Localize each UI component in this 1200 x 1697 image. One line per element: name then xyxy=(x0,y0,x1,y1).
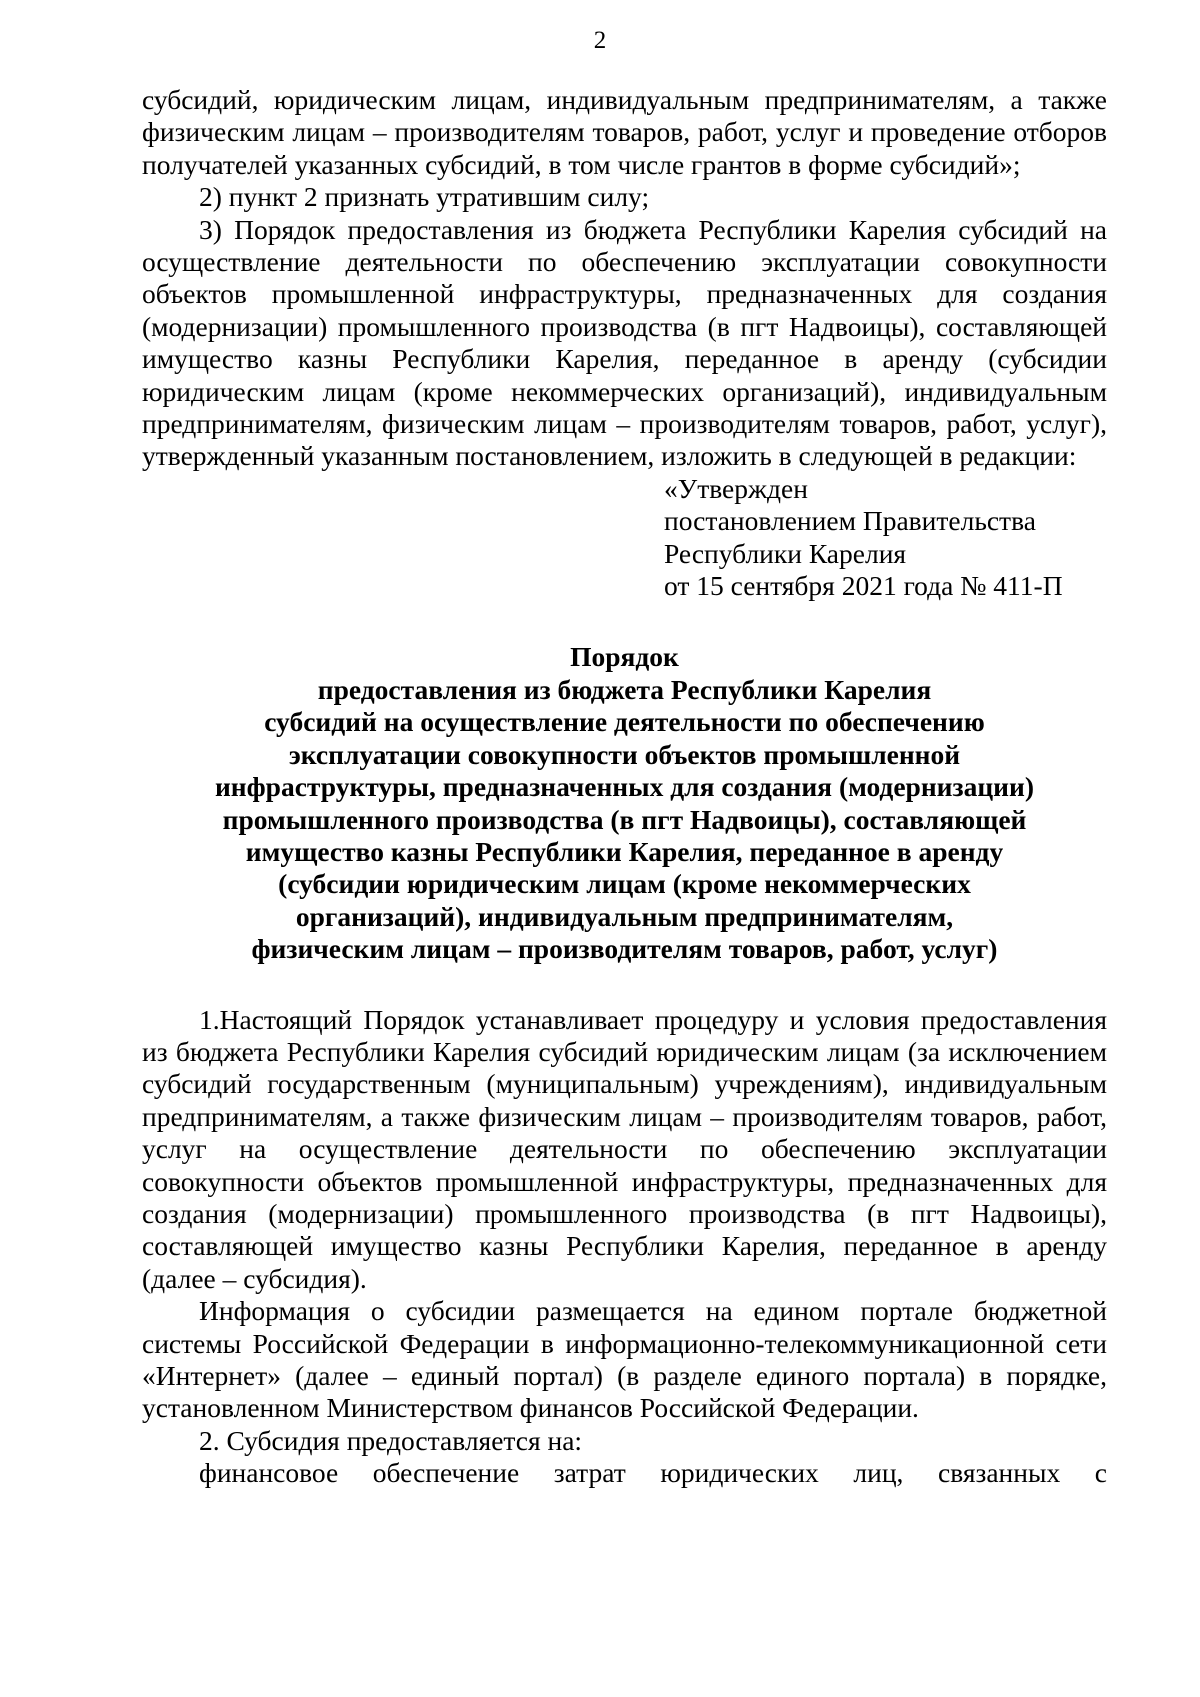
order-title xyxy=(142,641,1107,966)
clause-2: 2. Субсидия предоставляется на: xyxy=(199,1424,583,1456)
order-title-line: физическим лицам – производителям товаров, работ, услуг) xyxy=(251,933,998,965)
approval-line: «Утвержден xyxy=(664,472,808,504)
order-title-line: (субсидии юридическим лицам (кроме некоммерческих xyxy=(278,868,971,900)
order-title-line: инфраструктуры, предназначенных для создания (модернизации) xyxy=(214,771,1035,803)
order-heading: Порядок xyxy=(570,640,679,672)
order-title-line: промышленного производства (в пгт Надвоицы), составляющей xyxy=(222,803,1027,835)
order-title-line: эксплуатации совокупности объектов промышленной xyxy=(288,738,961,770)
document-body xyxy=(142,84,1107,1490)
clause-1 xyxy=(142,1004,1107,1296)
approval-line: постановлением Правительства xyxy=(664,505,1036,537)
approval-line: от 15 сентября 2021 года № 411-П xyxy=(664,570,1063,602)
order-title-line: имущество казны Республики Карелия, переданное в аренду xyxy=(245,835,1004,867)
paragraph-subsidies-continuation: субсидий, юридическим лицам, индивидуальным предпринимателям, а также физическим лицам – производителям товаров, работ, услуг и проведение отборов получателей указанных субсидий, в том числе грантов в форме субсидий»; xyxy=(142,84,1107,180)
order-title-line: субсидий на осуществление деятельности по обеспечению xyxy=(264,706,985,738)
order-title-line: организаций), индивидуальным предпринимателям, xyxy=(295,900,954,932)
clause-2-first-subitem: финансовое обеспечение затрат юридических лиц, связанных с xyxy=(199,1457,1107,1489)
paragraph-item-3: 3) Порядок предоставления из бюджета Республики Карелия субсидий на осуществление деятельности по обеспечению эксплуатации совокупности объектов промышленной инфраструктуры, предназначенных для создания (модернизации) промышленного производства (в пгт Надвоицы), составляющей имущество казны Республики Карелия, переданное в аренду (субсидии юридическим лицам (кроме некоммерческих организаций), индивидуальным предпринимателям, физическим лицам – производителям товаров, работ, услуг), утвержденный указанным постановлением, изложить в следующей в редакции: xyxy=(142,213,1107,472)
page-number: 2 xyxy=(593,27,607,54)
paragraph-subsidy-info: Информация о субсидии размещается на едином портале бюджетной системы Российской Федерации в информационно-телекоммуникационной сети «Интернет» (далее – единый портал) (в разделе единого портала) в порядке, установленном Министерством финансов Российской Федерации. xyxy=(142,1295,1107,1424)
approval-line: Республики Карелия xyxy=(664,537,907,569)
clause-1-number: 1. xyxy=(199,1003,220,1035)
approval-stamp-block xyxy=(664,473,1107,603)
paragraph-item-2: 2) пункт 2 признать утратившим силу; xyxy=(199,181,650,213)
clause-1-text: Настоящий Порядок устанавливает процедуру и условия предоставления из бюджета Республики Карелия субсидий юридическим лицам (за исключением субсидий государственным (муниципальным) учреждениям), индивидуальным предпринимателям, а также физическим лицам – производителям товаров, работ, услуг на осуществление деятельности по обеспечению эксплуатации совокупности объектов промышленной инфраструктуры, предназначенных для создания (модернизации) промышленного производства (в пгт Надвоицы), составляющей имущество казны Республики Карелия, переданное в аренду (далее – субсидия). xyxy=(142,1003,1107,1294)
order-title-line: предоставления из бюджета Республики Карелия xyxy=(317,673,932,705)
